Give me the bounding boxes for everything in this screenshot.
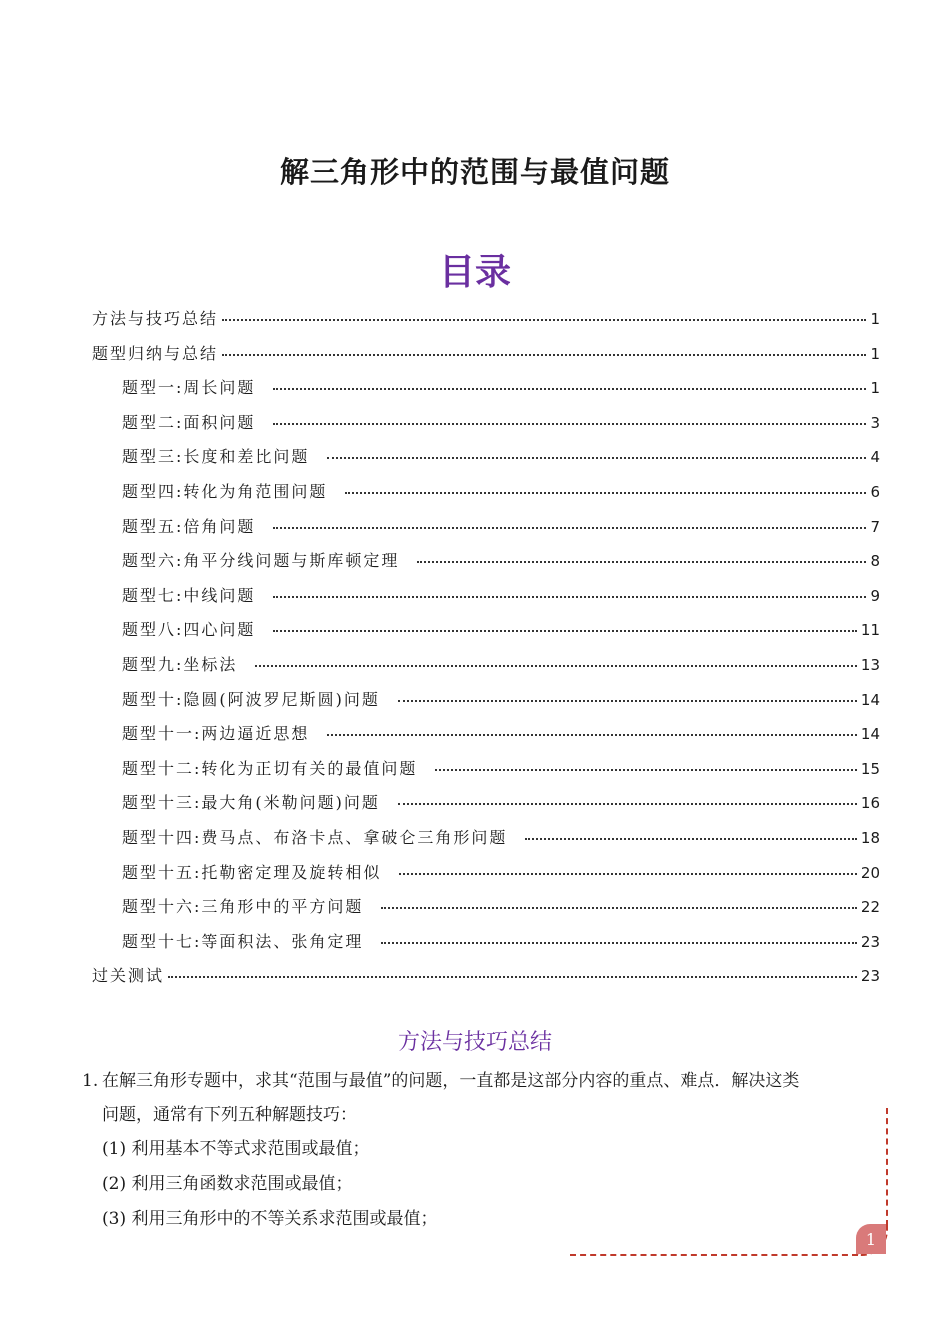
toc-entry[interactable] [92, 544, 880, 579]
toc-entry-page: 6 [870, 482, 880, 501]
toc-leader-dots [525, 838, 857, 840]
paragraph-line-1: 在解三角形专题中，求其“范围与最值”的问题，一直都是这部分内容的重点、难点．解决这类 [102, 1071, 800, 1091]
toc-entry[interactable] [92, 925, 880, 960]
toc-entry[interactable] [92, 440, 880, 475]
toc-entry-title: 题型十:隐圆(阿波罗尼斯圆)问题 [122, 689, 380, 709]
toc-entry-page: 14 [860, 725, 880, 744]
toc-entry-page: 1 [870, 344, 880, 363]
toc-entry-title: 题型十三:最大角(米勒问题)问题 [122, 793, 380, 813]
toc-entry-title: 题型十七:等面积法、张角定理 [122, 931, 364, 951]
toc-entry-title: 题型十五:托勒密定理及旋转相似 [122, 862, 382, 882]
toc-entry-title: 题型一:周长问题 [122, 378, 256, 398]
toc-leader-dots [273, 630, 857, 632]
toc-entry[interactable] [92, 613, 880, 648]
toc-entry[interactable] [92, 648, 880, 683]
toc-entry[interactable] [92, 786, 880, 821]
toc-leader-dots [327, 734, 857, 736]
toc-entry-page: 9 [870, 586, 880, 605]
toc-entry-page: 16 [860, 794, 880, 813]
list-item: (1) 利用基本不等式求范围或最值； [102, 1139, 370, 1159]
toc-entry-page: 11 [860, 621, 880, 640]
toc-entry[interactable] [92, 475, 880, 510]
page-number-badge: 1 [856, 1224, 886, 1254]
toc-entry[interactable] [92, 337, 880, 372]
toc-entry-title: 题型十四:费马点、布洛卡点、拿破仑三角形问题 [122, 827, 508, 847]
toc-entry-page: 20 [860, 863, 880, 882]
toc-entry-title: 题型归纳与总结 [92, 343, 219, 363]
toc-leader-dots [398, 803, 857, 805]
toc-entry-page: 13 [860, 655, 880, 674]
toc-leader-dots [273, 596, 866, 598]
toc-entry-page: 22 [860, 898, 880, 917]
toc-leader-dots [327, 457, 866, 459]
toc-entry[interactable] [92, 959, 880, 994]
toc-leader-dots [345, 492, 866, 494]
toc-leader-dots [381, 942, 857, 944]
toc-entry-title: 方法与技巧总结 [92, 309, 219, 328]
toc-leader-dots [222, 319, 866, 321]
toc-entry-title: 题型十一:两边逼近思想 [122, 724, 310, 744]
toc-entry[interactable] [92, 302, 880, 337]
toc-entry[interactable] [92, 579, 880, 614]
toc-leader-dots [398, 700, 857, 702]
toc-entry-page: 18 [860, 828, 880, 847]
toc-leader-dots [417, 561, 866, 563]
toc-leader-dots [435, 769, 857, 771]
toc-entry-title: 题型五:倍角问题 [122, 516, 256, 536]
toc-entry-page: 4 [870, 448, 880, 467]
toc-entry-title: 题型九:坐标法 [122, 654, 238, 674]
section-heading: 方法与技巧总结 [397, 1030, 552, 1055]
toc-entry-title: 过关测试 [92, 966, 165, 986]
page-frame-bottom [570, 1254, 858, 1256]
toc-entry-title: 题型十六:三角形中的平方问题 [122, 897, 364, 917]
toc-entry-page: 1 [870, 310, 880, 328]
toc-entry-title: 题型八:四心问题 [122, 620, 256, 640]
toc-entry-page: 8 [870, 552, 880, 571]
body-content [82, 1064, 882, 1237]
toc-leader-dots [273, 388, 866, 390]
toc-entry[interactable] [92, 371, 880, 406]
paragraph-number: 1. [82, 1071, 99, 1091]
list-item: (2) 利用三角函数求范围或最值； [102, 1174, 353, 1194]
toc-leader-dots [399, 873, 857, 875]
toc-entry-title: 题型二:面积问题 [122, 412, 256, 432]
toc-entry[interactable] [92, 683, 880, 718]
toc-entry-title: 题型四:转化为角范围问题 [122, 481, 328, 501]
page-frame-right [886, 1108, 888, 1226]
toc-entry[interactable] [92, 510, 880, 545]
toc-entry[interactable] [92, 821, 880, 856]
toc-entry-title: 题型三:长度和差比问题 [122, 447, 310, 467]
toc-leader-dots [222, 354, 866, 356]
paragraph-line-2: 问题，通常有下列五种解题技巧： [102, 1105, 357, 1125]
list-item: (3) 利用三角形中的不等关系求范围或最值； [102, 1209, 438, 1229]
table-of-contents [92, 302, 880, 994]
toc-entry[interactable] [92, 890, 880, 925]
toc-entry-page: 7 [870, 517, 880, 536]
toc-entry-title: 题型七:中线问题 [122, 585, 256, 605]
toc-entry-page: 14 [860, 690, 880, 709]
toc-entry-page: 23 [860, 967, 880, 986]
toc-entry-page: 1 [870, 379, 880, 398]
toc-entry-page: 23 [860, 932, 880, 951]
document-title: 解三角形中的范围与最值问题 [279, 155, 670, 189]
toc-leader-dots [273, 527, 866, 529]
toc-entry[interactable] [92, 752, 880, 787]
toc-leader-dots [168, 976, 857, 978]
toc-entry[interactable] [92, 856, 880, 891]
paragraph-1 [82, 1064, 882, 1098]
toc-entry-page: 15 [860, 759, 880, 778]
toc-entry[interactable] [92, 406, 880, 441]
toc-leader-dots [255, 665, 857, 667]
toc-entry-title: 题型六:角平分线问题与斯库顿定理 [122, 551, 400, 571]
toc-leader-dots [381, 907, 857, 909]
toc-heading: 目录 [438, 252, 511, 293]
toc-entry[interactable] [92, 717, 880, 752]
toc-entry-page: 3 [870, 413, 880, 432]
toc-entry-title: 题型十二:转化为正切有关的最值问题 [122, 758, 418, 778]
toc-leader-dots [273, 423, 866, 425]
